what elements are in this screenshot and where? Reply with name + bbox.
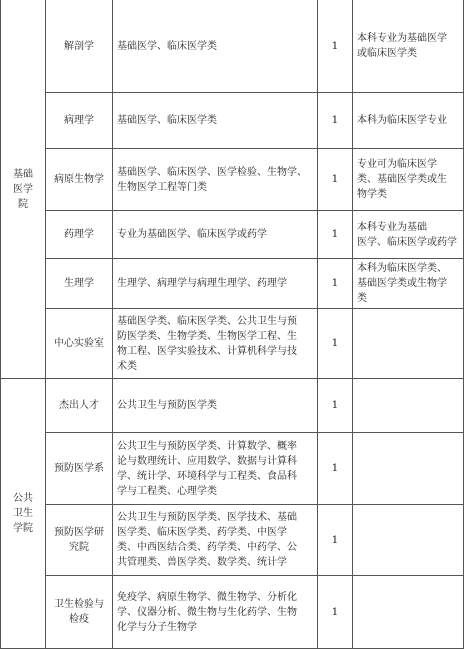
count-cell: 1: [331, 337, 339, 349]
count-cell: 1: [331, 605, 339, 618]
dept-cell: 解剖学: [64, 40, 94, 52]
group-name-public-health: 公共 卫生 学院: [13, 493, 33, 534]
major-cell: 基础医学、临床医学、医学检验、生物学、 生物医学工程等门类: [117, 166, 307, 193]
dept-cell: 药理学: [64, 229, 94, 240]
dept-cell: 预防医学系: [54, 463, 104, 474]
count-cell: 1: [331, 277, 339, 289]
note-cell: 本科为临床医学类、 基础医学类或生物学 类: [357, 263, 447, 304]
major-cell: 生理学、病理学与病理生理学、药理学: [117, 278, 287, 289]
major-cell: 免疫学、病原生物学、微生物学、分析化 学、仪器分析、微生物与生化药学、生物 化学与分子生物学: [117, 591, 297, 633]
note-cell: [357, 309, 463, 378]
dept-cell: 卫生检验与 检疫: [54, 599, 104, 625]
dept-cell: 中心实验室: [54, 338, 104, 349]
grid-line: [112, 0, 113, 649]
major-cell: 专业为基础医学、临床医学或药学: [117, 229, 267, 240]
major-cell: 基础医学类、临床医学类、公共卫生与预 防医学类、生物学类、生物医学工程、生 物工程、医学实验技术、计算机科学与技 术类: [117, 315, 297, 372]
note-cell: [357, 576, 463, 648]
note-cell: 本科专业为基础医学 或临床医学类: [357, 33, 447, 59]
note-cell: [357, 505, 463, 575]
count-cell: 1: [331, 462, 339, 474]
count-cell: 1: [331, 173, 339, 185]
dept-cell: 病理学: [64, 115, 94, 126]
major-cell: 公共卫生与预防医学类: [117, 400, 217, 411]
count-cell: 1: [331, 228, 339, 240]
major-cell: 公共卫生与预防医学类、计算数学、概率 论与数理统计、应用数学、数据与计算科 学、统计学、环境科学与工程类、食品科 学与工程类、心理学类: [117, 440, 297, 497]
dept-cell: 预防医学研 究院: [54, 527, 104, 553]
count-cell: 1: [331, 533, 339, 546]
major-cell: 基础医学、临床医学类: [117, 40, 217, 52]
dept-cell: 病原生物学: [54, 174, 104, 185]
major-cell: 公共卫生与预防医学类、医学技术、基础 医学类、临床医学类、药学类、中医学 类、中西医结合类、药学类、中药学、公 共管理类、兽医学类、数学类、统计学: [117, 512, 297, 568]
note-cell: 本科专业为基础 医学、临床医学或药学: [357, 221, 457, 248]
note-cell: 专业可为临床医学 类、基础医学类或生 物学类: [357, 159, 447, 200]
count-cell: 1: [331, 399, 339, 411]
dept-cell: 杰出人才: [59, 400, 99, 411]
dept-cell: 生理学: [64, 278, 94, 289]
note-cell: 本科为临床医学专业: [357, 115, 447, 126]
count-cell: 1: [331, 39, 339, 52]
grid-line: [352, 0, 353, 649]
note-cell: [357, 433, 463, 504]
note-cell: [357, 379, 463, 432]
group-name-basic-medicine: 基础 医学 院: [13, 168, 33, 210]
count-cell: 1: [331, 114, 339, 126]
major-cell: 基础医学、临床医学类: [117, 115, 217, 126]
